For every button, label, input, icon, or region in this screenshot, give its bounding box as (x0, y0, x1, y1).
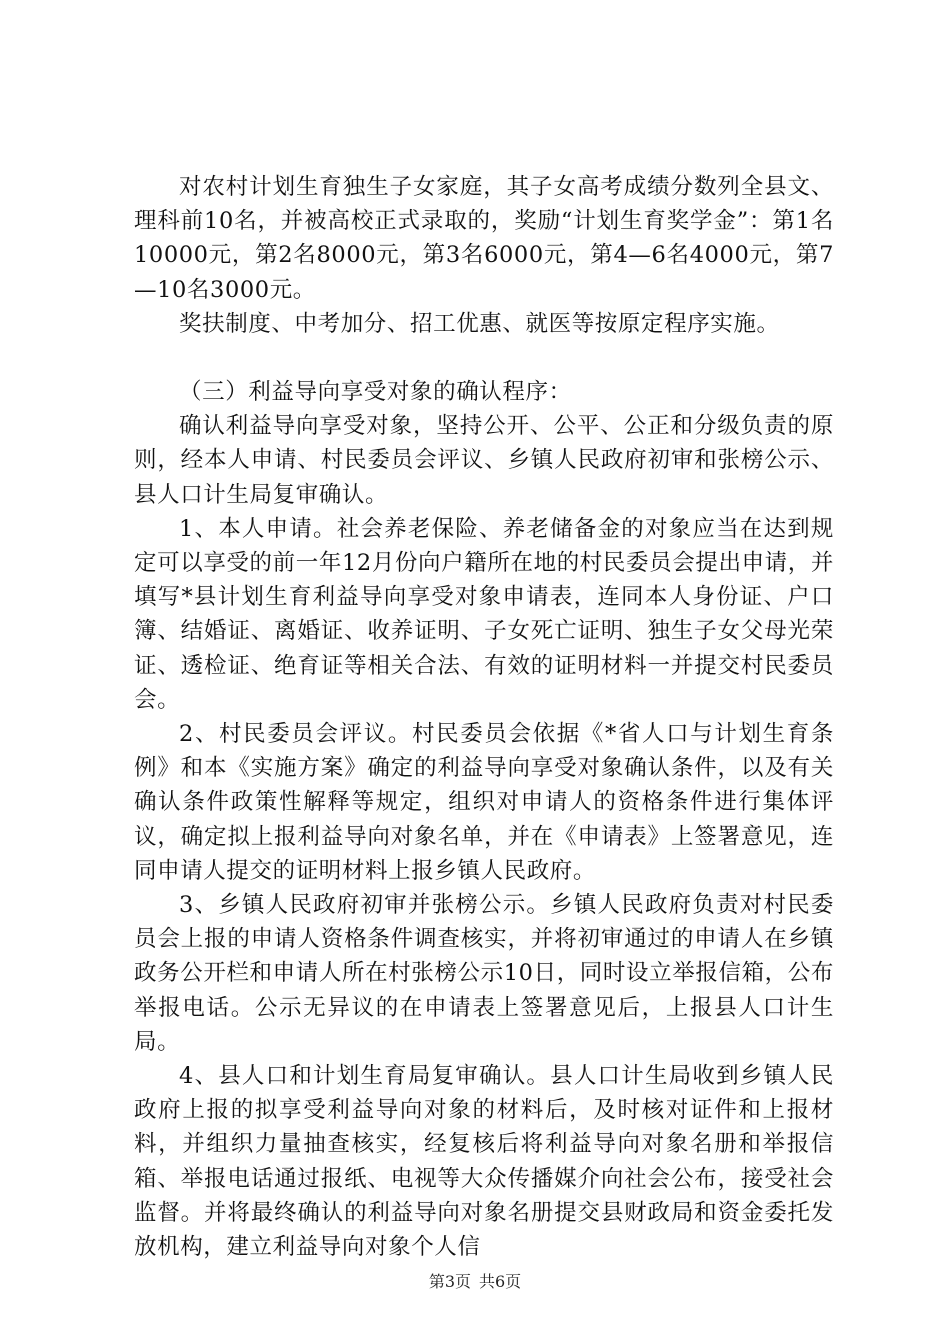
paragraph-step-1-application: 1、本人申请。社会养老保险、养老储备金的对象应当在达到规定可以享受的前一年12月份向户籍所在地的村民委员会提出申请，并填写*县计划生育利益导向享受对象申请表，连同本人身份证、户口簿、结婚证、离婚证、收养证明、子女死亡证明、独生子女父母光荣证、透检证、绝育证等相关合法、有效的证明材料一并提交村民委员会。 (134, 515, 834, 713)
paragraph-step-2-review: 2、村民委员会评议。村民委员会依据《*省人口与计划生育条例》和本《实施方案》确定的利益导向享受对象确认条件，以及有关确认条件政策性解释等规定，组织对申请人的资格条件进行集体评议，确定拟上报利益导向对象名单，并在《申请表》上签署意见，连同申请人提交的证明材料上报乡镇人民政府。 (134, 721, 834, 884)
page-number: 第3页 (428, 1272, 471, 1291)
paragraph-step-3-publicity: 3、乡镇人民政府初审并张榜公示。乡镇人民政府负责对村民委员会上报的申请人资格条件调查核实，并将初审通过的申请人在乡镇政务公开栏和申请人所在村张榜公示10日，同时设立举报信箱，公布举报电话。公示无异议的在申请表上签署意见后，上报县人口计生局。 (134, 892, 834, 1055)
paragraph-scholarship: 对农村计划生育独生子女家庭，其子女高考成绩分数列全县文、理科前10名，并被高校正式录取的，奖励“计划生育奖学金”：第1名10000元，第2名8000元，第3名6000元，第4—6名4000元，第7—10名3000元。 (134, 174, 834, 303)
document-body (134, 170, 834, 1264)
page-total: 共6页 (479, 1272, 522, 1291)
page-footer (0, 1272, 950, 1292)
section-heading-confirmation: （三）利益导向享受对象的确认程序： (179, 379, 572, 406)
paragraph-other-procedures: 奖扶制度、中考加分、招工优惠、就医等按原定程序实施。 (179, 310, 780, 337)
paragraph-principles: 确认利益导向享受对象，坚持公开、公平、公正和分级负责的原则，经本人申请、村民委员会评议、乡镇人民政府初审和张榜公示、县人口计生局复审确认。 (134, 413, 834, 508)
paragraph-step-4-confirmation: 4、县人口和计划生育局复审确认。县人口计生局收到乡镇人民政府上报的拟享受利益导向对象的材料后，及时核对证件和上报材料，并组织力量抽查核实，经复核后将利益导向对象名册和举报信箱、举报电话通过报纸、电视等大众传播媒介向社会公布，接受社会监督。并将最终确认的利益导向对象名册提交县财政局和资金委托发放机构，建立利益导向对象个人信 (134, 1063, 834, 1261)
